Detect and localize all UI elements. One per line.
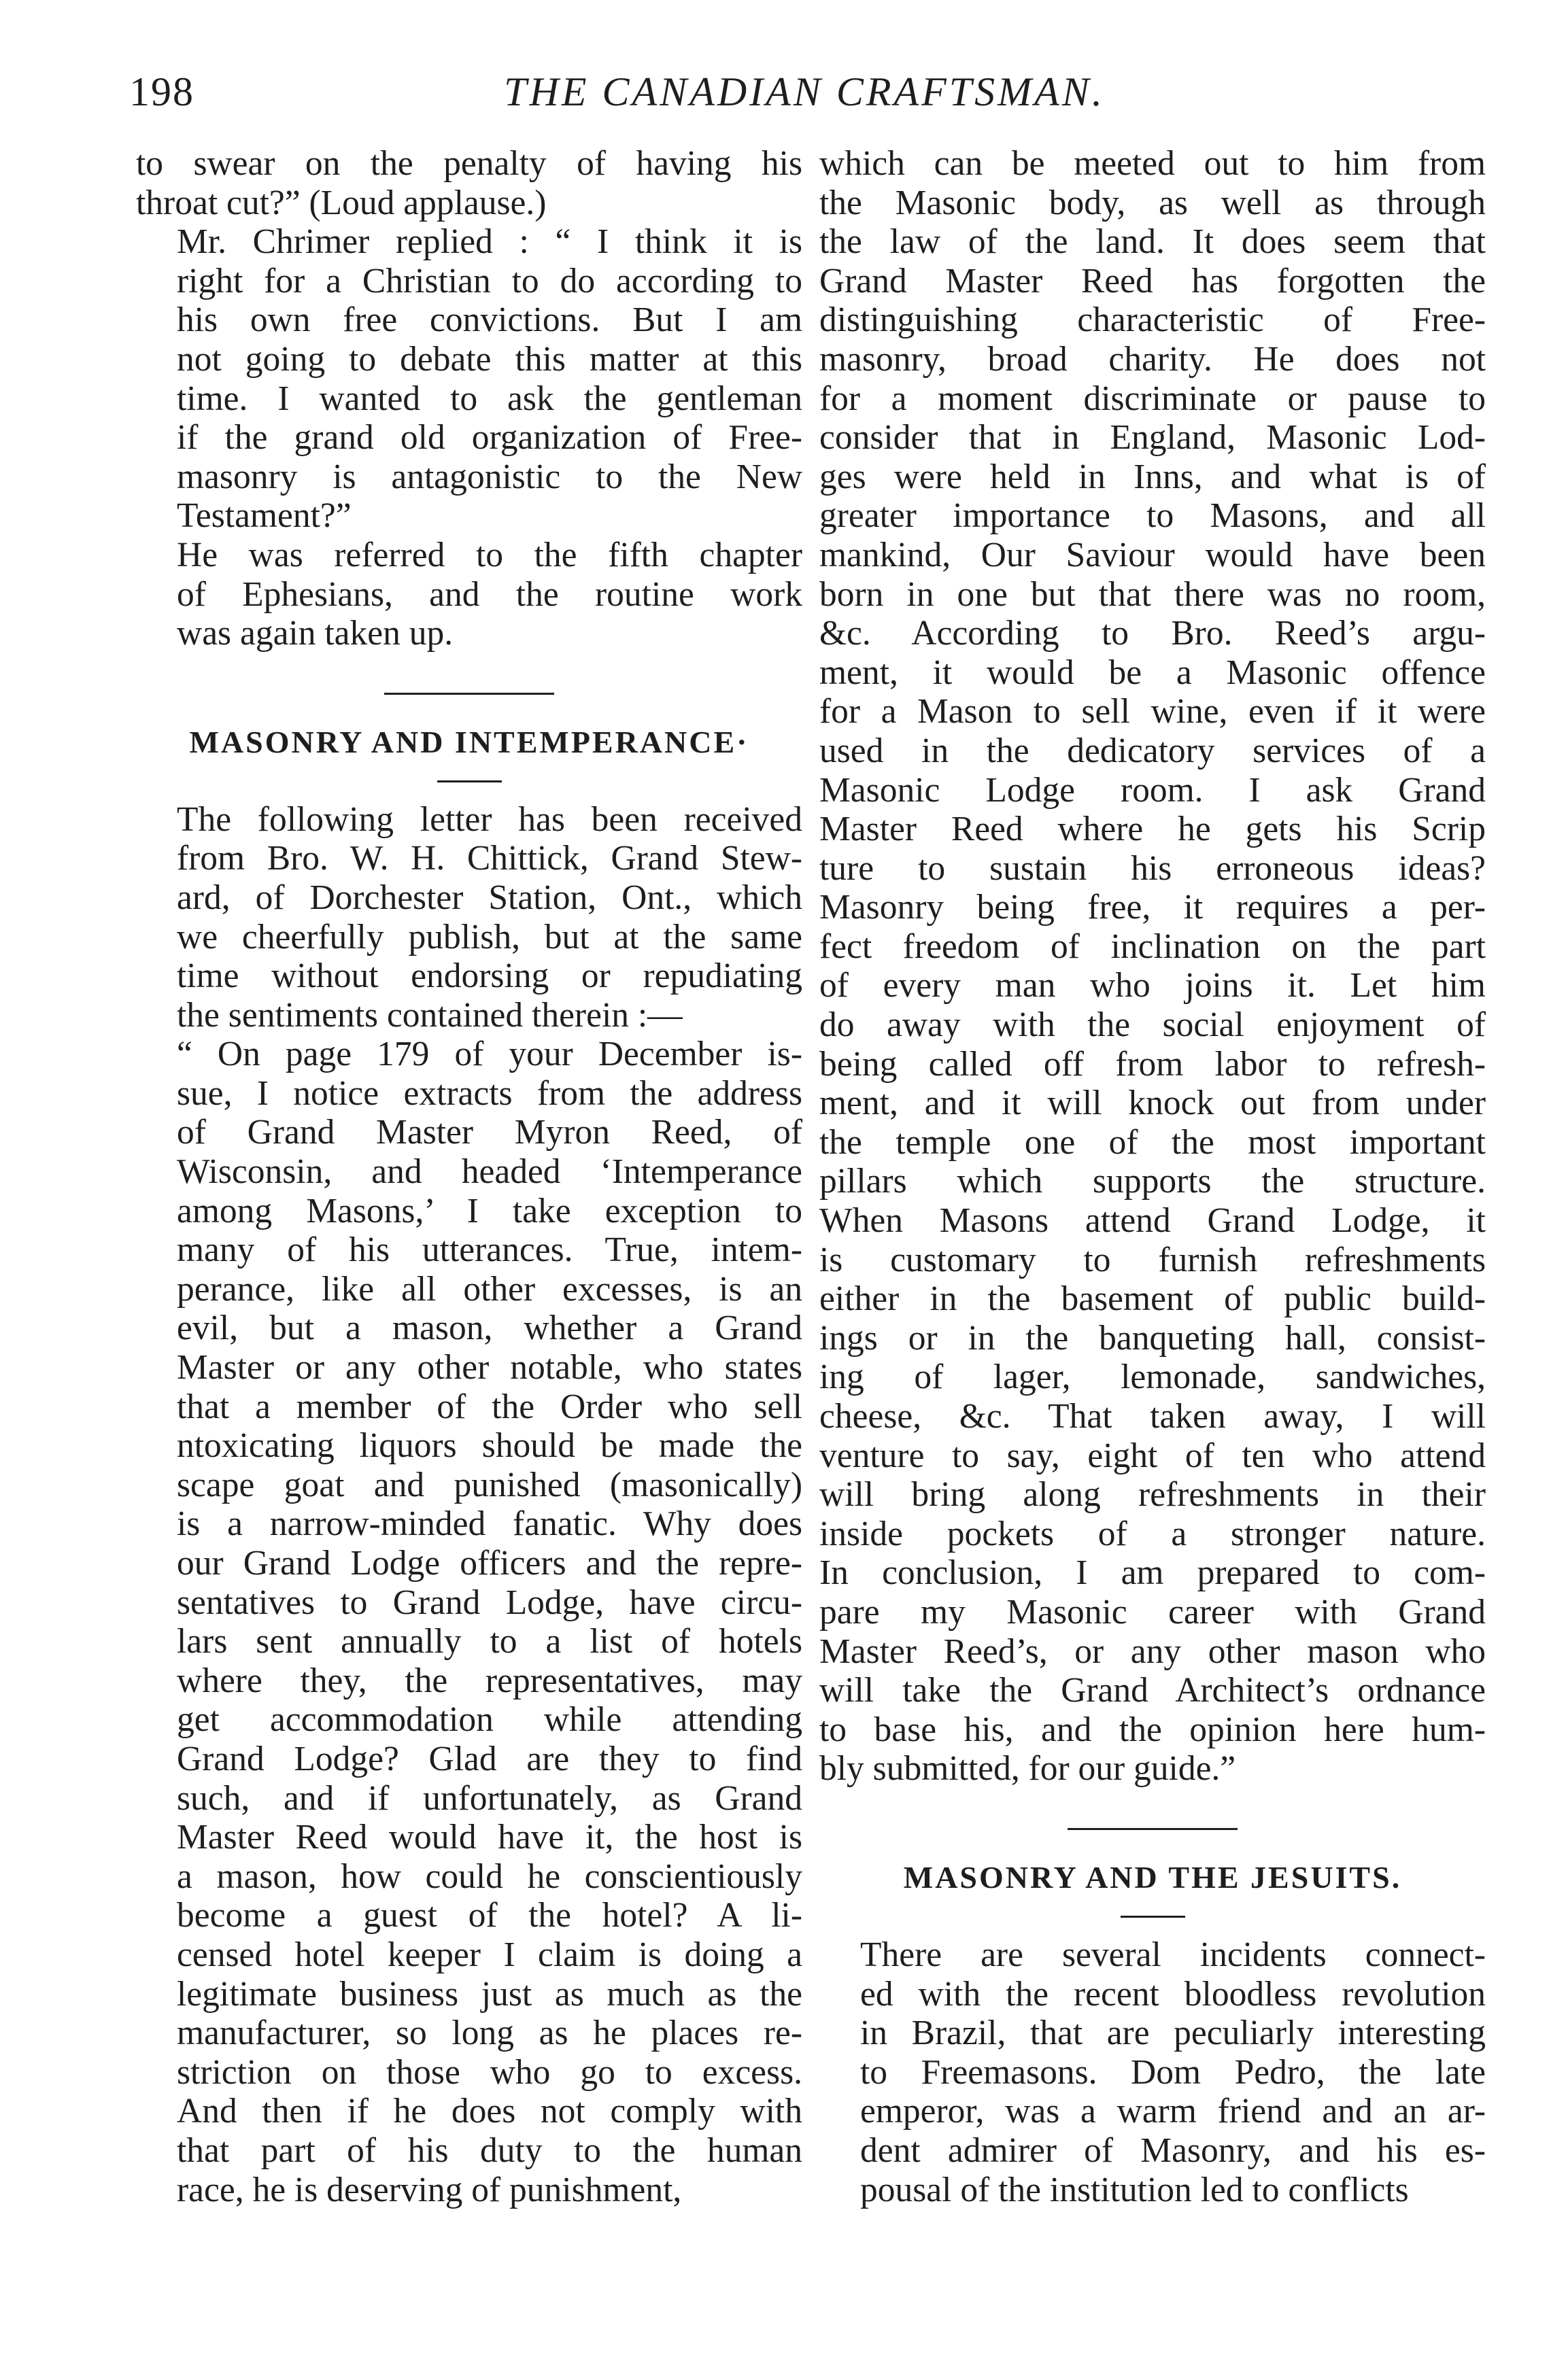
- text-line: bly submitted, for our guide.”: [819, 1749, 1236, 1789]
- text-line: either in the basement of public build-: [819, 1279, 1486, 1319]
- text-line: a mason, how could he conscientiously: [177, 1857, 802, 1896]
- text-line: And then if he does not comply with: [177, 2092, 802, 2131]
- text-line: Master Reed where he gets his Scrip: [819, 810, 1486, 849]
- text-line: to Freemasons. Dom Pedro, the late: [860, 2052, 1486, 2092]
- text-line: will take the Grand Architect’s ordnance: [819, 1671, 1486, 1710]
- text-line: pillars which supports the structure.: [819, 1162, 1486, 1201]
- text-line: such, and if unfortunately, as Grand: [177, 1778, 802, 1818]
- text-line: to swear on the penalty of having his: [136, 144, 802, 183]
- text-line: that part of his duty to the human: [177, 2131, 802, 2170]
- text-line: Wisconsin, and headed ‘Intemperance: [177, 1152, 802, 1192]
- page-header: [0, 0, 1568, 136]
- text-line: emperor, was a warm friend and an ar-: [860, 2092, 1486, 2131]
- text-line: many of his utterances. True, intem-: [177, 1230, 802, 1270]
- text-line: fect freedom of inclination on the part: [819, 927, 1486, 966]
- text-line: being called off from labor to refresh-: [819, 1044, 1486, 1084]
- text-line: masonry is antagonistic to the New: [177, 457, 802, 496]
- running-title: THE CANADIAN CRAFTSMAN.: [504, 69, 1105, 114]
- text-line: Grand Master Reed has forgotten the: [819, 261, 1486, 300]
- text-line: Masonry being free, it requires a per-: [819, 888, 1486, 927]
- text-line: the sentiments contained therein :—: [177, 995, 683, 1035]
- text-line: is customary to furnish refreshments: [819, 1240, 1486, 1279]
- text-line: in Brazil, that are peculiarly interesting: [860, 2014, 1486, 2053]
- text-line: There are several incidents connect-: [860, 1935, 1486, 1974]
- text-line: ings or in the banqueting hall, consist-: [819, 1318, 1486, 1358]
- text-line: perance, like all other excesses, is an: [177, 1269, 802, 1309]
- text-line: venture to say, eight of ten who attend: [819, 1436, 1486, 1475]
- text-line: ed with the recent bloodless revolution: [860, 1974, 1486, 2014]
- text-line: &c. According to Bro. Reed’s argu-: [819, 614, 1486, 653]
- paragraph-ephesians: [136, 536, 802, 653]
- text-line: ture to sustain his erroneous ideas?: [819, 848, 1486, 888]
- text-line: that a member of the Order who sell: [177, 1387, 802, 1426]
- text-line: sue, I notice extracts from the address: [177, 1073, 802, 1113]
- paragraph-letter-continuation: [819, 144, 1486, 1789]
- text-line: Master or any other notable, who states: [177, 1348, 802, 1387]
- text-line: When Masons attend Grand Lodge, it: [819, 1201, 1486, 1241]
- text-line: throat cut?” (Loud applause.): [136, 183, 547, 222]
- text-line: sentatives to Grand Lodge, have circu-: [177, 1583, 802, 1622]
- text-line: Master Reed would have it, the host is: [177, 1818, 802, 1857]
- text-line: inside pockets of a stronger nature.: [819, 1514, 1486, 1553]
- text-line: right for a Christian to do according to: [177, 261, 802, 300]
- text-line: legitimate business just as much as the: [177, 1974, 802, 2014]
- text-line: born in one but that there was no room,: [819, 574, 1486, 614]
- text-line: where they, the representatives, may: [177, 1661, 802, 1700]
- text-line: Master Reed’s, or any other mason who: [819, 1632, 1486, 1671]
- text-line: mankind, Our Saviour would have been: [819, 535, 1486, 574]
- paragraph-letter-body: [136, 1035, 802, 2209]
- text-line: which can be meeted out to him from: [819, 144, 1486, 183]
- text-line: Grand Lodge? Glad are they to find: [177, 1739, 802, 1778]
- text-line: ntoxicating liquors should be made the: [177, 1426, 802, 1466]
- text-line: the law of the land. It does seem that: [819, 222, 1486, 262]
- text-line: we cheerfully publish, but at the same: [177, 917, 802, 956]
- text-line: cheese, &c. That taken away, I will: [819, 1397, 1486, 1436]
- text-line: lars sent annually to a list of hotels: [177, 1622, 802, 1661]
- text-line: of Grand Master Myron Reed, of: [177, 1113, 802, 1152]
- text-line: greater importance to Masons, and all: [819, 496, 1486, 536]
- text-line: of Ephesians, and the routine work: [177, 574, 802, 614]
- text-line: distinguishing characteristic of Free-: [819, 300, 1486, 340]
- paragraph-continuation: [136, 144, 802, 222]
- text-line: censed hotel keeper I claim is doing a: [177, 1935, 802, 1974]
- text-line: become a guest of the hotel? A li-: [177, 1896, 802, 1935]
- page-number: 198: [129, 69, 194, 114]
- text-line: his own free convictions. But I am: [177, 300, 802, 340]
- text-line: the temple one of the most important: [819, 1122, 1486, 1162]
- text-line: ment, it would be a Masonic offence: [819, 653, 1486, 692]
- text-line: Masonic Lodge room. I ask Grand: [819, 770, 1486, 810]
- text-line: the Masonic body, as well as through: [819, 183, 1486, 222]
- text-line: do away with the social enjoyment of: [819, 1005, 1486, 1045]
- right-column: [819, 144, 1486, 2209]
- text-line: is a narrow-minded fanatic. Why does: [177, 1504, 802, 1544]
- text-line: In conclusion, I am prepared to com-: [819, 1553, 1486, 1593]
- section-heading-jesuits: MASONRY AND THE JESUITS.: [903, 1859, 1402, 1895]
- text-line: ment, and it will knock out from under: [819, 1084, 1486, 1123]
- text-line: Mr. Chrimer replied : “ I think it is: [177, 222, 802, 262]
- paragraph-chrimer-reply: [136, 222, 802, 536]
- text-line: among Masons,’ I take exception to: [177, 1191, 802, 1230]
- text-line: time. I wanted to ask the gentleman: [177, 379, 802, 418]
- text-line: pare my Masonic career with Grand: [819, 1592, 1486, 1632]
- text-line: pousal of the institution led to conflicts: [860, 2170, 1409, 2209]
- text-line: will bring along refreshments in their: [819, 1475, 1486, 1515]
- text-line: used in the dedicatory services of a: [819, 731, 1486, 770]
- text-line: if the grand old organization of Free-: [177, 418, 802, 458]
- text-line: ard, of Dorchester Station, Ont., which: [177, 878, 802, 917]
- text-line: He was referred to the fifth chapter: [177, 535, 802, 574]
- text-line: race, he is deserving of punishment,: [177, 2170, 682, 2209]
- paragraph-letter-intro: [136, 800, 802, 1035]
- text-line: dent admirer of Masonry, and his es-: [860, 2131, 1486, 2170]
- text-line: manufacturer, so long as he places re-: [177, 2014, 802, 2053]
- text-line: evil, but a mason, whether a Grand: [177, 1309, 802, 1348]
- text-line: of every man who joins it. Let him: [819, 966, 1486, 1005]
- text-line: masonry, broad charity. He does not: [819, 339, 1486, 379]
- text-line: get accommodation while attending: [177, 1700, 802, 1740]
- section-heading-intemperance: MASONRY AND INTEMPERANCE·: [189, 724, 749, 759]
- text-line: consider that in England, Masonic Lod-: [819, 418, 1486, 458]
- text-line: was again taken up.: [177, 614, 454, 653]
- text-line: “ On page 179 of your December is-: [177, 1035, 802, 1074]
- text-line: ing of lager, lemonade, sandwiches,: [819, 1358, 1486, 1397]
- text-line: Testament?”: [177, 496, 352, 536]
- text-line: The following letter has been received: [177, 799, 802, 839]
- text-line: for a moment discriminate or pause to: [819, 379, 1486, 418]
- text-line: time without endorsing or repudiating: [177, 956, 802, 996]
- text-line: to base his, and the opinion here hum-: [819, 1710, 1486, 1749]
- text-line: for a Mason to sell wine, even if it were: [819, 692, 1486, 731]
- text-line: not going to debate this matter at this: [177, 339, 802, 379]
- text-line: striction on those who go to excess.: [177, 2052, 802, 2092]
- paragraph-brazil: [819, 1935, 1486, 2209]
- left-column: [136, 144, 802, 2209]
- text-line: our Grand Lodge officers and the repre-: [177, 1544, 802, 1583]
- text-line: ges were held in Inns, and what is of: [819, 457, 1486, 496]
- text-line: from Bro. W. H. Chittick, Grand Stew-: [177, 839, 802, 878]
- text-line: scape goat and punished (masonically): [177, 1465, 802, 1504]
